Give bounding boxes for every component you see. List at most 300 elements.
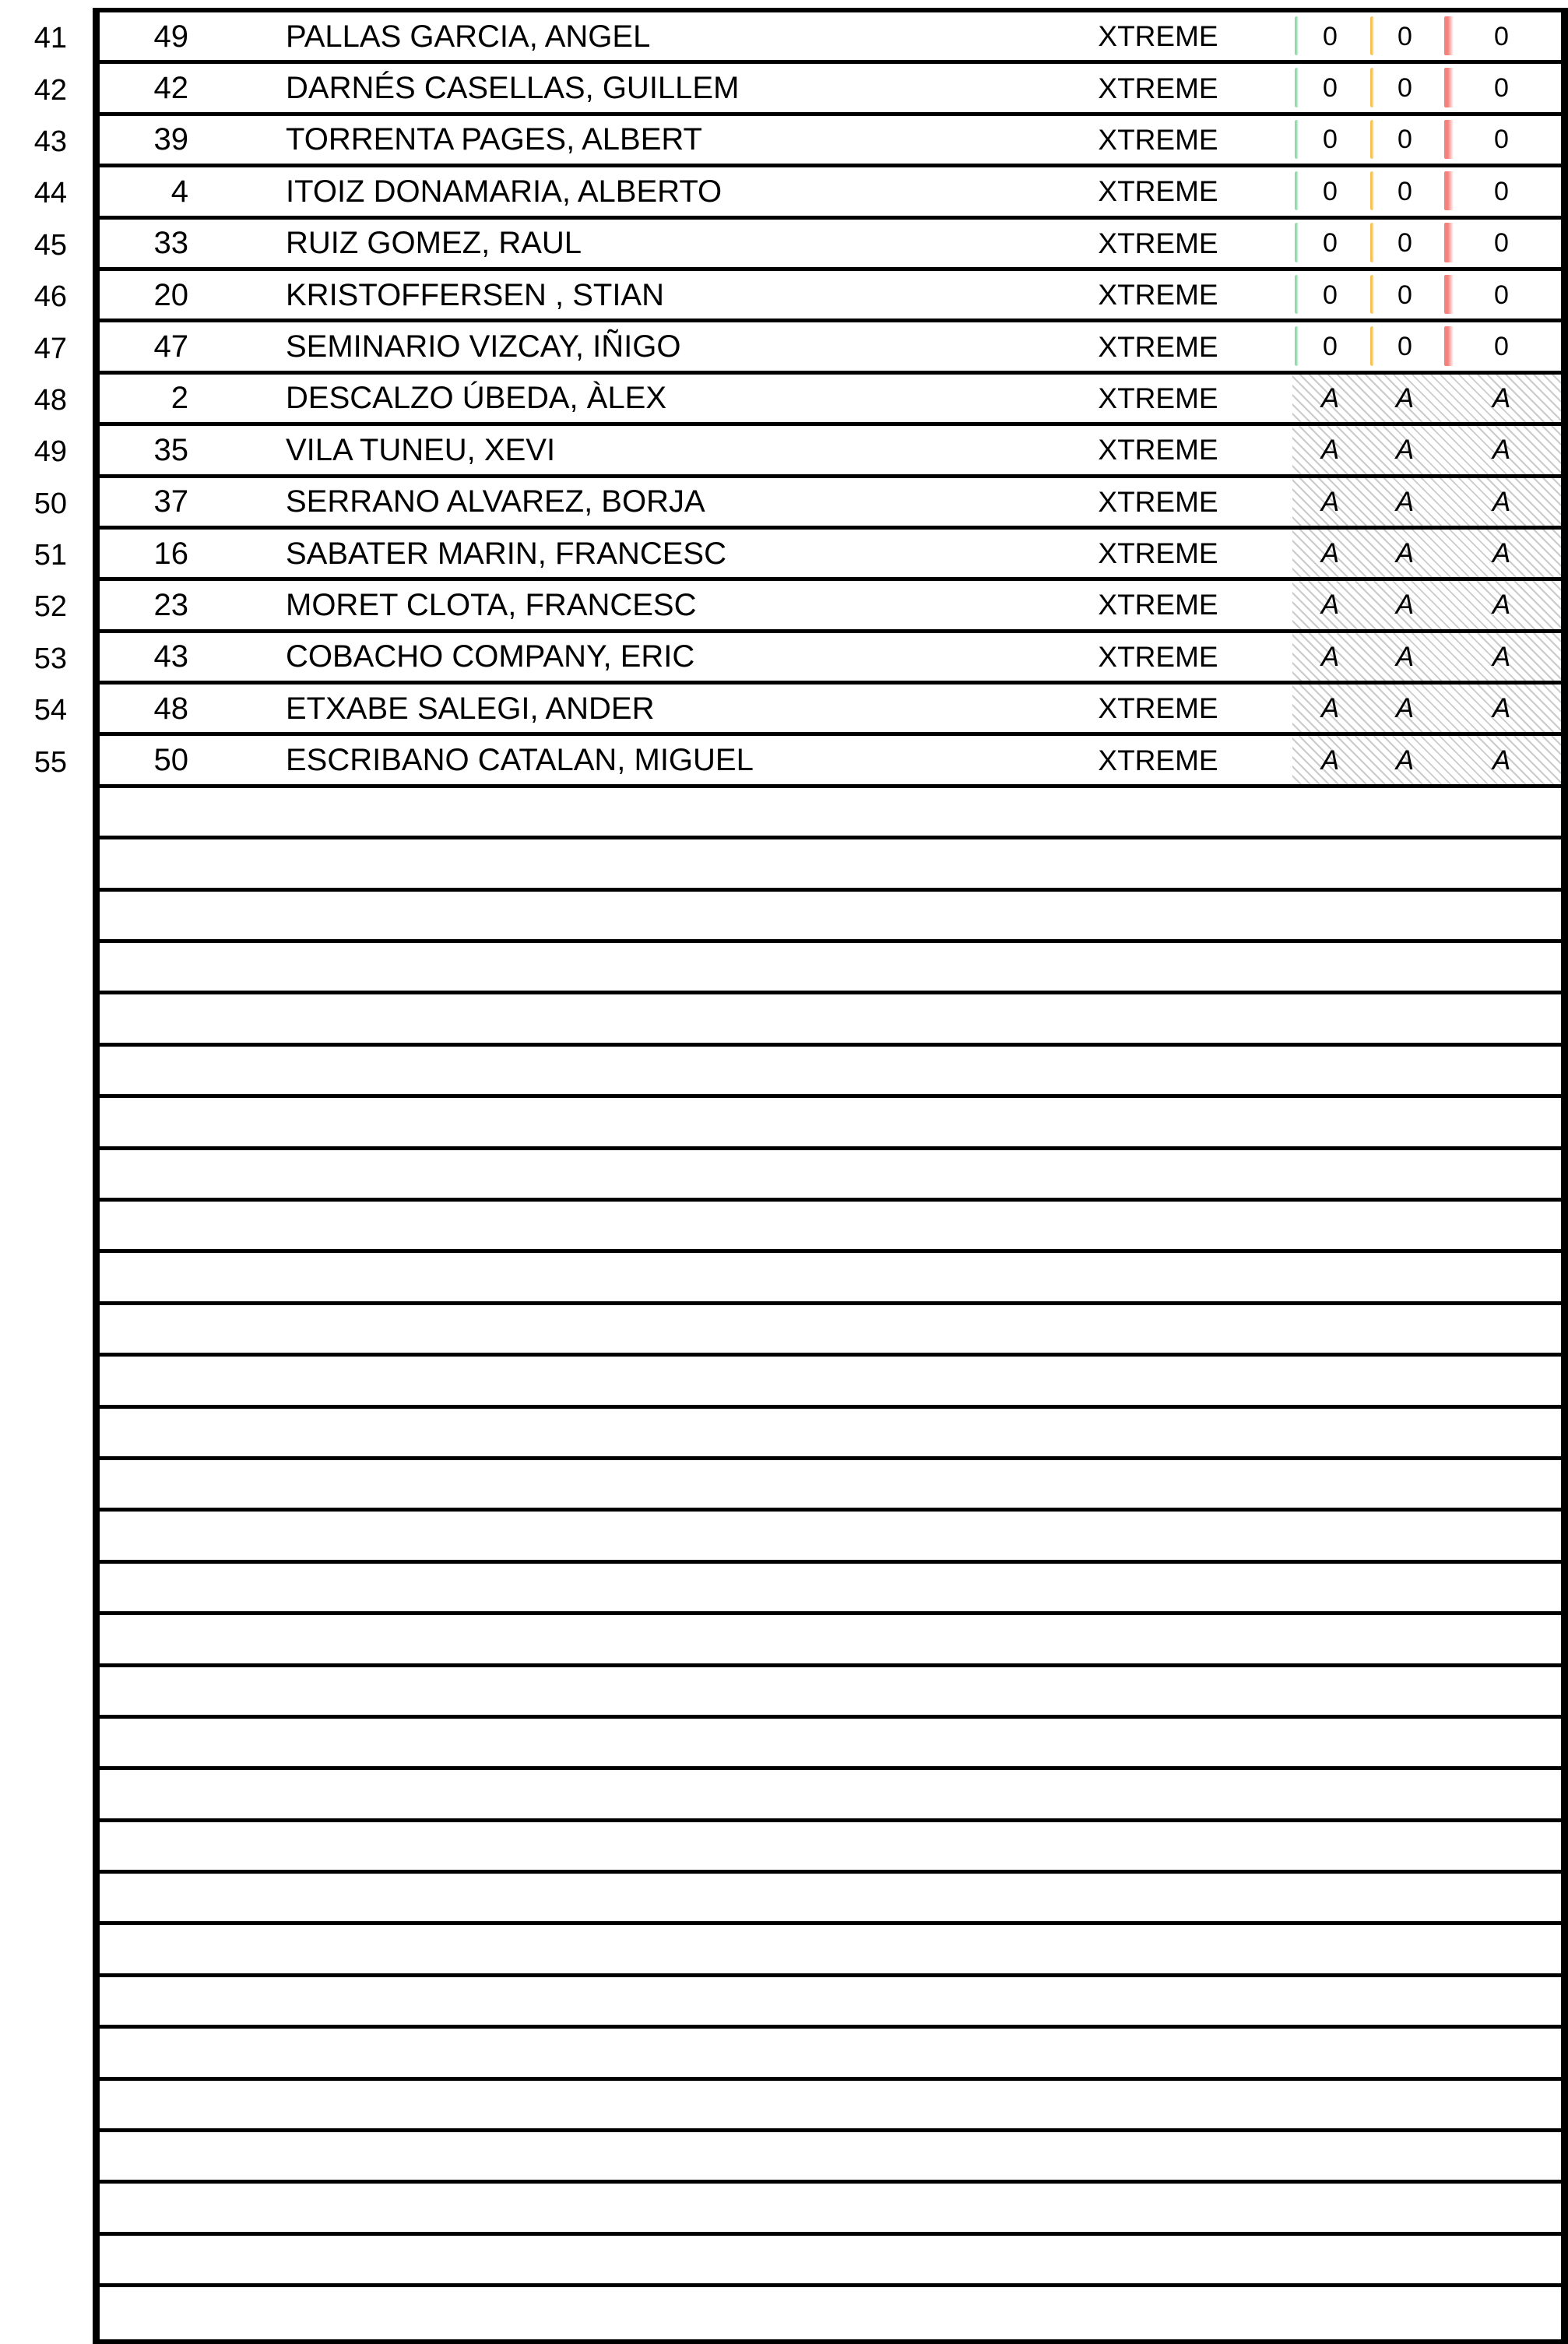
bib-number-cell — [100, 1719, 197, 1766]
scores-group — [1292, 1460, 1561, 1508]
table-row — [100, 271, 1561, 322]
rider-name-cell: ESCRIBANO CATALAN, MIGUEL — [286, 743, 754, 778]
score-cell-2 — [1368, 2287, 1442, 2339]
row-number-gutter — [0, 8, 93, 2344]
row-number: 54 — [33, 694, 67, 727]
score-cell-1 — [1292, 685, 1368, 732]
score-cell-3 — [1442, 2029, 1561, 2076]
bib-number-cell — [100, 943, 197, 991]
red-separator-bar — [1444, 171, 1454, 210]
category-cell: XTREME — [1098, 20, 1218, 53]
score-cell-2 — [1368, 2236, 1442, 2283]
table-row — [100, 426, 1561, 477]
amber-separator-bar — [1370, 120, 1374, 159]
scores-group — [1292, 1047, 1561, 1094]
score-cell-3 — [1442, 1512, 1561, 1559]
rider-name-cell — [197, 1460, 1024, 1508]
row-number — [0, 2184, 93, 2235]
score-cell-1 — [1292, 1409, 1368, 1456]
score-cell-2 — [1368, 1409, 1442, 1456]
score-value: A — [1492, 693, 1511, 724]
score-cell-2 — [1368, 1357, 1442, 1404]
score-value: A — [1492, 538, 1511, 569]
score-cell-3 — [1442, 1564, 1561, 1611]
row-number — [0, 2029, 93, 2080]
bib-number-cell: 16 — [153, 536, 188, 571]
score-cell-1 — [1292, 2236, 1368, 2283]
score-cell-2 — [1368, 2132, 1442, 2180]
score-cell-1 — [1292, 116, 1368, 164]
row-number — [0, 1719, 93, 1770]
bib-number-cell — [100, 1874, 197, 1921]
rider-name-cell — [197, 1047, 1024, 1094]
score-cell-2 — [1368, 530, 1442, 577]
table-row — [100, 581, 1561, 632]
rider-name-cell — [197, 1770, 1024, 1818]
score-cell-1 — [1292, 943, 1368, 991]
scores-group — [1292, 2287, 1561, 2339]
scores-group — [1292, 167, 1561, 215]
score-cell-2 — [1368, 64, 1442, 111]
score-cell-1 — [1292, 994, 1368, 1042]
score-cell-3 — [1442, 839, 1561, 887]
score-value: 0 — [1494, 21, 1509, 51]
score-value: 0 — [1494, 332, 1509, 362]
score-cell-2 — [1368, 1512, 1442, 1559]
bib-number-cell: 47 — [153, 329, 188, 364]
score-value: 0 — [1323, 176, 1338, 206]
score-cell-2 — [1368, 685, 1442, 732]
scores-group — [1292, 2029, 1561, 2076]
bib-number-cell: 37 — [153, 484, 188, 519]
bib-number-cell — [100, 1357, 197, 1404]
rider-name-cell — [197, 1719, 1024, 1766]
category-cell — [1024, 1564, 1292, 1611]
bib-number-cell: 4 — [171, 174, 188, 209]
score-cell-3 — [1442, 2236, 1561, 2283]
bib-number-cell — [100, 2132, 197, 2180]
score-cell-2 — [1368, 1874, 1442, 1921]
amber-separator-bar — [1370, 275, 1374, 314]
rider-name-cell — [197, 1925, 1024, 1973]
row-number — [0, 1409, 93, 1460]
category-cell — [1024, 2132, 1292, 2180]
score-cell-1 — [1292, 788, 1368, 836]
rider-name-cell — [197, 1822, 1024, 1870]
scores-group — [1292, 1357, 1561, 1404]
rider-name-cell: SERRANO ALVAREZ, BORJA — [286, 484, 705, 519]
scores-group — [1292, 2184, 1561, 2231]
score-cell-3 — [1442, 685, 1561, 732]
score-cell-2 — [1368, 1150, 1442, 1198]
score-value: A — [1395, 693, 1415, 724]
scores-group — [1292, 1822, 1561, 1870]
bib-number-cell — [100, 1667, 197, 1715]
category-cell: XTREME — [1098, 72, 1218, 104]
scores-group — [1292, 943, 1561, 991]
category-cell: XTREME — [1098, 589, 1218, 621]
red-separator-bar — [1444, 223, 1454, 262]
rider-name-cell: ETXABE SALEGI, ANDER — [286, 691, 655, 726]
bib-number-cell — [100, 1770, 197, 1818]
score-value: 0 — [1397, 21, 1412, 51]
amber-separator-bar — [1370, 223, 1374, 262]
category-cell — [1024, 1719, 1292, 1766]
results-table — [93, 8, 1568, 2344]
row-number — [0, 2287, 93, 2339]
score-cell-3 — [1442, 12, 1561, 60]
score-cell-1 — [1292, 322, 1368, 370]
score-value: A — [1395, 744, 1415, 776]
rider-name-cell: KRISTOFFERSEN , STIAN — [286, 277, 664, 312]
score-cell-2 — [1368, 322, 1442, 370]
score-value: A — [1492, 435, 1511, 466]
score-value: A — [1395, 486, 1415, 517]
score-cell-3 — [1442, 1098, 1561, 1146]
score-cell-3 — [1442, 1357, 1561, 1404]
row-number: 47 — [33, 332, 67, 365]
rider-name-cell: TORRENTA PAGES, ALBERT — [286, 122, 702, 157]
table-row — [100, 1977, 1561, 2029]
score-value: 0 — [1494, 176, 1509, 206]
rider-name-cell — [197, 1874, 1024, 1921]
rider-name-cell: SEMINARIO VIZCAY, IÑIGO — [286, 329, 681, 364]
row-number — [0, 1822, 93, 1874]
score-cell-1 — [1292, 1770, 1368, 1818]
table-row — [100, 2029, 1561, 2080]
category-cell — [1024, 1357, 1292, 1404]
category-cell: XTREME — [1098, 692, 1218, 725]
bib-number-cell: 2 — [171, 381, 188, 416]
category-cell — [1024, 2029, 1292, 2076]
category-cell — [1024, 1202, 1292, 1249]
amber-separator-bar — [1370, 68, 1374, 107]
row-number — [0, 1874, 93, 1925]
score-value: 0 — [1397, 176, 1412, 206]
bib-number-cell — [100, 2081, 197, 2128]
results-sheet — [0, 8, 1568, 2344]
score-cell-3 — [1442, 322, 1561, 370]
score-cell-3 — [1442, 64, 1561, 111]
score-cell-3 — [1442, 1253, 1561, 1300]
score-value: A — [1395, 538, 1415, 569]
score-cell-2 — [1368, 12, 1442, 60]
rider-name-cell — [197, 1202, 1024, 1249]
rider-name-cell — [197, 1977, 1024, 2025]
score-cell-3 — [1442, 2287, 1561, 2339]
bib-number-cell — [100, 1098, 197, 1146]
row-number — [0, 1512, 93, 1563]
scores-group — [1292, 1253, 1561, 1300]
row-number: 43 — [33, 125, 67, 158]
score-cell-2 — [1368, 1253, 1442, 1300]
score-value: A — [1492, 382, 1511, 414]
scores-group — [1292, 736, 1561, 783]
row-number — [0, 2236, 93, 2287]
score-cell-1 — [1292, 2287, 1368, 2339]
bib-number-cell — [100, 1305, 197, 1353]
score-cell-3 — [1442, 1667, 1561, 1715]
bib-number-cell — [100, 994, 197, 1042]
row-number — [0, 1202, 93, 1253]
category-cell: XTREME — [1098, 175, 1218, 208]
table-row — [100, 1305, 1561, 1357]
score-value: A — [1492, 486, 1511, 517]
score-cell-2 — [1368, 1098, 1442, 1146]
score-cell-2 — [1368, 1305, 1442, 1353]
score-cell-1 — [1292, 375, 1368, 422]
category-cell — [1024, 1253, 1292, 1300]
scores-group — [1292, 2236, 1561, 2283]
rider-name-cell — [197, 1150, 1024, 1198]
table-row — [100, 1822, 1561, 1874]
score-value: A — [1320, 538, 1340, 569]
rider-name-cell: VILA TUNEU, XEVI — [286, 432, 556, 467]
bib-number-cell — [100, 1047, 197, 1094]
score-value: A — [1320, 382, 1340, 414]
score-cell-2 — [1368, 2029, 1442, 2076]
category-cell — [1024, 1098, 1292, 1146]
category-cell — [1024, 943, 1292, 991]
table-row — [100, 2081, 1561, 2132]
scores-group — [1292, 1098, 1561, 1146]
table-row — [100, 788, 1561, 839]
score-cell-2 — [1368, 426, 1442, 473]
table-row — [100, 839, 1561, 891]
bib-number-cell: 50 — [153, 743, 188, 778]
scores-group — [1292, 1719, 1561, 1766]
green-separator-bar — [1295, 171, 1299, 210]
score-cell-2 — [1368, 1564, 1442, 1611]
score-cell-1 — [1292, 1253, 1368, 1300]
score-cell-3 — [1442, 478, 1561, 526]
score-cell-2 — [1368, 116, 1442, 164]
score-cell-3 — [1442, 271, 1561, 319]
row-number — [0, 1925, 93, 1976]
score-cell-1 — [1292, 1822, 1368, 1870]
green-separator-bar — [1295, 275, 1299, 314]
green-separator-bar — [1295, 223, 1299, 262]
score-value: A — [1320, 590, 1340, 621]
score-cell-2 — [1368, 1667, 1442, 1715]
row-number — [0, 1305, 93, 1357]
row-number: 50 — [33, 487, 67, 520]
row-number — [0, 1770, 93, 1821]
category-cell — [1024, 1667, 1292, 1715]
row-number — [0, 1047, 93, 1098]
score-cell-2 — [1368, 788, 1442, 836]
score-cell-3 — [1442, 788, 1561, 836]
table-row — [100, 2132, 1561, 2184]
score-cell-3 — [1442, 581, 1561, 628]
rider-name-cell: DESCALZO ÚBEDA, ÀLEX — [286, 381, 667, 416]
category-cell: XTREME — [1098, 537, 1218, 570]
row-number: 45 — [33, 228, 67, 262]
score-cell-1 — [1292, 530, 1368, 577]
table-row — [100, 1202, 1561, 1253]
row-number — [0, 839, 93, 891]
score-cell-2 — [1368, 1460, 1442, 1508]
rider-name-cell — [197, 788, 1024, 836]
score-cell-1 — [1292, 271, 1368, 319]
score-cell-3 — [1442, 2184, 1561, 2231]
table-row — [100, 1512, 1561, 1563]
score-value: 0 — [1397, 332, 1412, 362]
category-cell — [1024, 1874, 1292, 1921]
score-cell-2 — [1368, 1202, 1442, 1249]
score-cell-3 — [1442, 1460, 1561, 1508]
rider-name-cell — [197, 1564, 1024, 1611]
row-number: 46 — [33, 280, 67, 314]
table-row — [100, 1770, 1561, 1821]
scores-group — [1292, 1925, 1561, 1973]
score-value: 0 — [1494, 125, 1509, 155]
row-number — [0, 994, 93, 1046]
table-row — [100, 116, 1561, 167]
score-cell-2 — [1368, 633, 1442, 681]
score-value: 0 — [1323, 228, 1338, 259]
table-row — [100, 685, 1561, 736]
table-row — [100, 12, 1561, 64]
table-row — [100, 1047, 1561, 1098]
scores-group — [1292, 788, 1561, 836]
scores-group — [1292, 1770, 1561, 1818]
category-cell — [1024, 1150, 1292, 1198]
bib-number-cell — [100, 2029, 197, 2076]
table-row — [100, 1874, 1561, 1925]
bib-number-cell — [100, 1409, 197, 1456]
bib-number-cell: 23 — [153, 587, 188, 622]
category-cell — [1024, 2081, 1292, 2128]
score-value: A — [1492, 744, 1511, 776]
row-number — [0, 1615, 93, 1666]
category-cell — [1024, 1409, 1292, 1456]
rider-name-cell — [197, 1098, 1024, 1146]
row-number: 42 — [33, 73, 67, 107]
score-cell-1 — [1292, 839, 1368, 887]
category-cell — [1024, 1770, 1292, 1818]
score-value: A — [1395, 382, 1415, 414]
row-number — [0, 1098, 93, 1149]
rider-name-cell — [197, 839, 1024, 887]
rider-name-cell: MORET CLOTA, FRANCESC — [286, 587, 697, 622]
rider-name-cell — [197, 2236, 1024, 2283]
row-number — [0, 1564, 93, 1615]
bib-number-cell — [100, 2184, 197, 2231]
score-cell-3 — [1442, 1409, 1561, 1456]
score-cell-1 — [1292, 1667, 1368, 1715]
score-cell-1 — [1292, 892, 1368, 939]
score-cell-1 — [1292, 1460, 1368, 1508]
score-value: 0 — [1323, 73, 1338, 104]
score-value: 0 — [1397, 228, 1412, 259]
score-value: A — [1320, 693, 1340, 724]
row-number — [0, 1357, 93, 1408]
rider-name-cell — [197, 994, 1024, 1042]
amber-separator-bar — [1370, 16, 1374, 55]
category-cell — [1024, 1512, 1292, 1559]
score-cell-1 — [1292, 1564, 1368, 1611]
rider-name-cell — [197, 1357, 1024, 1404]
bib-number-cell: 39 — [153, 122, 188, 157]
row-number — [0, 892, 93, 943]
category-cell: XTREME — [1098, 227, 1218, 259]
score-cell-2 — [1368, 1047, 1442, 1094]
category-cell: XTREME — [1098, 744, 1218, 776]
score-cell-1 — [1292, 1925, 1368, 1973]
scores-group — [1292, 1409, 1561, 1456]
rider-name-cell — [197, 1409, 1024, 1456]
scores-group — [1292, 478, 1561, 526]
rider-name-cell: COBACHO COMPANY, ERIC — [286, 639, 695, 674]
score-value: A — [1320, 641, 1340, 672]
scores-group — [1292, 322, 1561, 370]
rider-name-cell — [197, 1305, 1024, 1353]
score-cell-2 — [1368, 581, 1442, 628]
score-cell-3 — [1442, 220, 1561, 267]
bib-number-cell: 43 — [153, 639, 188, 674]
score-value: 0 — [1494, 73, 1509, 104]
score-cell-3 — [1442, 1719, 1561, 1766]
score-cell-3 — [1442, 2081, 1561, 2128]
score-value: A — [1395, 435, 1415, 466]
table-row — [100, 1150, 1561, 1202]
score-cell-3 — [1442, 1977, 1561, 2025]
bib-number-cell: 49 — [153, 19, 188, 54]
score-cell-2 — [1368, 839, 1442, 887]
table-row — [100, 1253, 1561, 1304]
bib-number-cell — [100, 1150, 197, 1198]
score-cell-3 — [1442, 1047, 1561, 1094]
score-cell-1 — [1292, 1202, 1368, 1249]
score-cell-3 — [1442, 633, 1561, 681]
score-value: 0 — [1494, 228, 1509, 259]
score-cell-3 — [1442, 1305, 1561, 1353]
scores-group — [1292, 116, 1561, 164]
bib-number-cell — [100, 839, 197, 887]
score-cell-2 — [1368, 220, 1442, 267]
bib-number-cell — [100, 788, 197, 836]
row-number — [0, 1460, 93, 1512]
score-value: 0 — [1494, 280, 1509, 310]
category-cell: XTREME — [1098, 382, 1218, 414]
bib-number-cell — [100, 1615, 197, 1663]
score-cell-1 — [1292, 1098, 1368, 1146]
score-cell-2 — [1368, 943, 1442, 991]
scores-group — [1292, 12, 1561, 60]
row-number — [0, 943, 93, 994]
score-cell-2 — [1368, 736, 1442, 783]
category-cell: XTREME — [1098, 279, 1218, 311]
score-cell-1 — [1292, 1977, 1368, 2025]
score-cell-3 — [1442, 1874, 1561, 1921]
row-number — [0, 1150, 93, 1202]
amber-separator-bar — [1370, 326, 1374, 365]
scores-group — [1292, 1305, 1561, 1353]
rider-name-cell — [197, 1615, 1024, 1663]
table-row — [100, 892, 1561, 943]
table-row — [100, 1925, 1561, 1976]
score-value: A — [1492, 641, 1511, 672]
rider-name-cell — [197, 1667, 1024, 1715]
score-cell-3 — [1442, 2132, 1561, 2180]
score-cell-1 — [1292, 64, 1368, 111]
table-row — [100, 167, 1561, 219]
table-row — [100, 64, 1561, 115]
table-row — [100, 633, 1561, 685]
scores-group — [1292, 1874, 1561, 1921]
rider-name-cell: PALLAS GARCIA, ANGEL — [286, 19, 651, 54]
